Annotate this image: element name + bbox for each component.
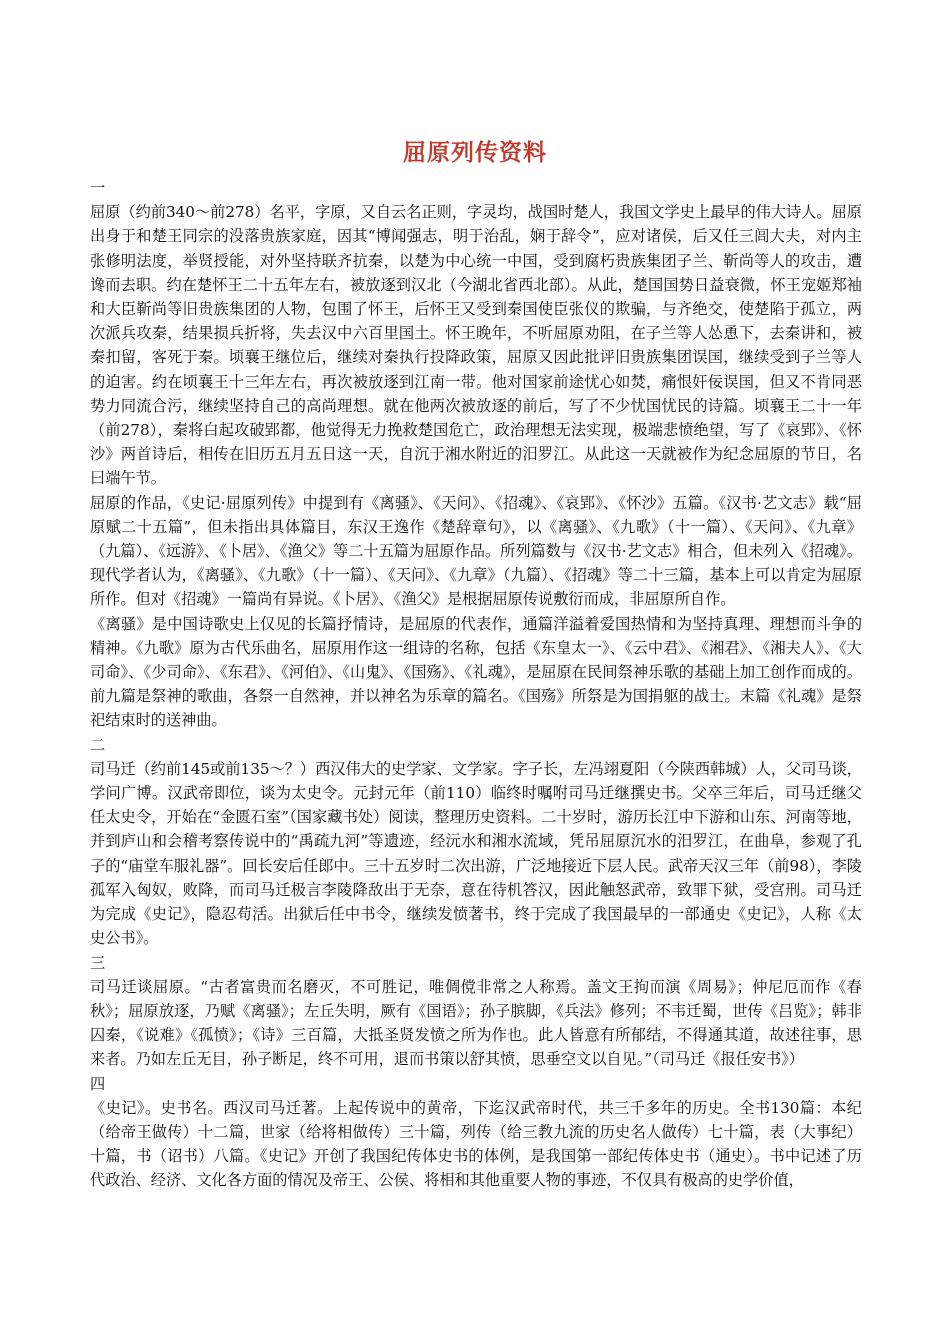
section-number: 三 [90,953,106,972]
paragraph: 司马迁谈屈原。“古者富贵而名磨灭，不可胜记，唯倜傥非常之人称焉。盖文王拘而演《周易》；仲尼厄而作《春秋》；屈原放逐，乃赋《离骚》；左丘失明，厥有《国语》；孙子膑脚，《兵法》修列；不韦迁蜀，世传《吕览》；韩非囚秦，《说难》《孤愤》；《诗》三百篇，大抵圣贤发愤之所为作也。此人皆意有所郁结，不得通其道，故述往事，思来者。乃如左丘无目，孙子断足，终不可用，退而书策以舒其愤，思垂空文以自见。”（司马迁《报任安书》） [90,977,862,1069]
section-number: 二 [90,735,106,754]
paragraph: 屈原（约前340～前278）名平，字原，又自云名正则，字灵均，战国时楚人，我国文学史上最早的伟大诗人。屈原出身于和楚王同宗的没落贵族家庭，因其“博闻强志，明于治乱，娴于辞令”，应对诸侯，后又任三闾大夫，对内主张修明法度，举贤授能，对外坚持联齐抗秦，以楚为中心统一中国，受到腐朽贵族集团子兰、靳尚等人的攻击，遭谗而去职。约在楚怀王二十五年左右，被放逐到汉北（今湖北省西北部）。从此，楚国国势日益衰微，怀王宠姬郑袖和大臣靳尚等旧贵族集团的人物，包围了怀王，后怀王又受到秦国使臣张仪的欺骗，与齐绝交，使楚陷于孤立，两次派兵攻秦，结果损兵折将，失去汉中六百里国土。怀王晚年，不听屈原劝阻，在子兰等人怂恿下，去秦讲和，被秦扣留，客死于秦。顷襄王继位后，继续对秦执行投降政策，屈原又因此批评旧贵族集团误国，继续受到子兰等人的迫害。约在顷襄王十三年左右，再次被放逐到江南一带。他对国家前途忧心如焚，痛恨奸佞误国，但又不肯同恶势力同流合污，继续坚持自己的高尚理想。就在他两次被放逐的前后，写了不少忧国忧民的诗篇。顷襄王二十一年（前278），秦将白起攻破郢都，他觉得无力挽救楚国危亡，政治理想无法实现，极端悲愤绝望，写了《哀郢》、《怀沙》两首诗后，相传在旧历五月五日这一天，自沉于湘水附近的汨罗江。从此这一天就被作为纪念屈原的节日，名曰端午节。 [90,203,862,488]
paragraph: 《离骚》是中国诗歌史上仅见的长篇抒情诗，是屈原的代表作，通篇洋溢着爱国热情和为坚持真理、理想而斗争的精神。《九歌》原为古代乐曲名，屈原用作这一组诗的名称，包括《东皇太一》、《云中君》、《湘君》、《湘夫人》、《大司命》、《少司命》、《东君》、《河伯》、《山鬼》、《国殇》、《礼魂》，是屈原在民间祭神乐歌的基础上加工创作而成的。前九篇是祭神的歌曲，各祭一自然神，并以神名为乐章的篇名。《国殇》所祭是为国捐躯的战士。末篇《礼魂》是祭祀结束时的送神曲。 [90,614,862,730]
section-number: 四 [90,1074,106,1093]
paragraph: 《史记》。史书名。西汉司马迁著。上起传说中的黄帝，下迄汉武帝时代，共三千多年的历史。全书130篇：本纪（给帝王做传）十二篇，世家（给将相做传）三十篇，列传（给三教九流的历史名人做传）七十篇，表（大事纪）十篇，书（诏书）八篇。《史记》开创了我国纪传体史书的体例，是我国第一部纪传体史书（通史）。书中记述了历代政治、经济、文化各方面的情况及帝王、公侯、将相和其他重要人物的事迹，不仅具有极高的史学价值， [90,1098,862,1190]
section-number: 一 [90,179,106,197]
paragraph: 司马迁（约前145或前135～？）西汉伟大的史学家、文学家。字子长，左冯翊夏阳（今陕西韩城）人，父司马谈，学问广博。汉武帝即位，谈为太史令。元封元年（前110）临终时嘱咐司马迁继撰史书。父卒三年后，司马迁继父任太史令，开始在“金匮石室”（国家藏书处）阅读，整理历史资料。二十岁时，游历长江中下游和山东、河南等地，并到庐山和会稽考察传说中的“禹疏九河”等遗迹，经沅水和湘水流域，凭吊屈原沉水的汨罗江，在曲阜，参观了孔子的“庙堂车服礼器”。回长安后任郎中。三十五岁时二次出游，广泛地接近下层人民。武帝天汉三年（前98），李陵孤军入匈奴，败降，而司马迁极言李陵降敌出于无奈，意在待机答汉，因此触怒武帝，致罪下狱，受宫刑。司马迁为完成《史记》，隐忍苟活。出狱后任中书令，继续发愤著书，终于完成了我国最早的一部通史《史记》，人称《太史公书》。 [90,759,862,948]
paragraph: 屈原的作品，《史记·屈原列传》中提到有《离骚》、《天问》、《招魂》、《哀郢》、《怀沙》五篇。《汉书·艺文志》载“屈原赋二十五篇”，但未指出具体篇目，东汉王逸作《楚辞章句》，以《离骚》、《九歌》（十一篇）、《天问》、《九章》（九篇）、《远游》、《卜居》、《渔父》等二十五篇为屈原作品。所列篇数与《汉书·艺文志》相合，但未列入《招魂》。现代学者认为，《离骚》、《九歌》（十一篇）、《天问》、《九章》（九篇）、《招魂》等二十三篇，基本上可以肯定为屈原所作。但对《招魂》一篇尚有异说。《卜居》、《渔父》是根据屈原传说敷衍而成，非屈原所自作。 [90,493,862,609]
document-body [90,176,862,1193]
page-title: 屈原列传资料 [403,140,547,166]
